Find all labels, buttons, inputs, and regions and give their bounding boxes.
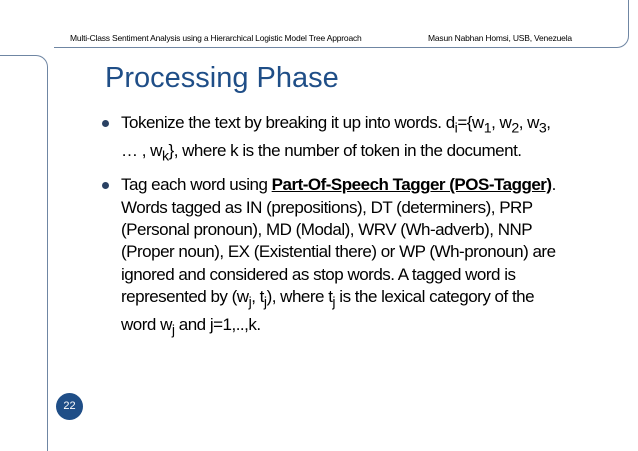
bullet-item-tokenize: Tokenize the text by breaking it up into words. $d_i=\{w_1$, $w_2$, $w_3$, … , $w_k$}, where k is the number of token in the document.	[101, 112, 563, 167]
sidebar-frame	[0, 55, 48, 451]
header-author: Masun Nabhan Homsi, USB, Venezuela	[428, 33, 572, 43]
bullet-item-tagging: Tag each word using Part-Of-Speech Tagger (POS-Tagger). Words tagged as IN (prepositions), DT (determiners), PRP (Personal pronoun), MD (Modal), WRV (Wh-adverb), NNP (Proper noun), EX (Existential there) or WP (Wh-pronoun) are ignored and considered as stop words. A tagged word is represented by ($w_j$, $t_j$), where $t_j$ is the lexical category of the word $w_j$ and j=1,..,k.	[101, 174, 563, 341]
bullet-icon	[102, 182, 109, 189]
slide-title: Processing Phase	[105, 62, 339, 94]
bullet-list	[101, 112, 563, 348]
page-number-badge: 22	[56, 393, 83, 420]
header-title: Multi-Class Sentiment Analysis using a Hierarchical Logistic Model Tree Approach	[70, 33, 362, 43]
bullet-icon	[102, 120, 109, 127]
pos-tagger-term: Part-Of-Speech Tagger (POS-Tagger)	[271, 175, 552, 195]
